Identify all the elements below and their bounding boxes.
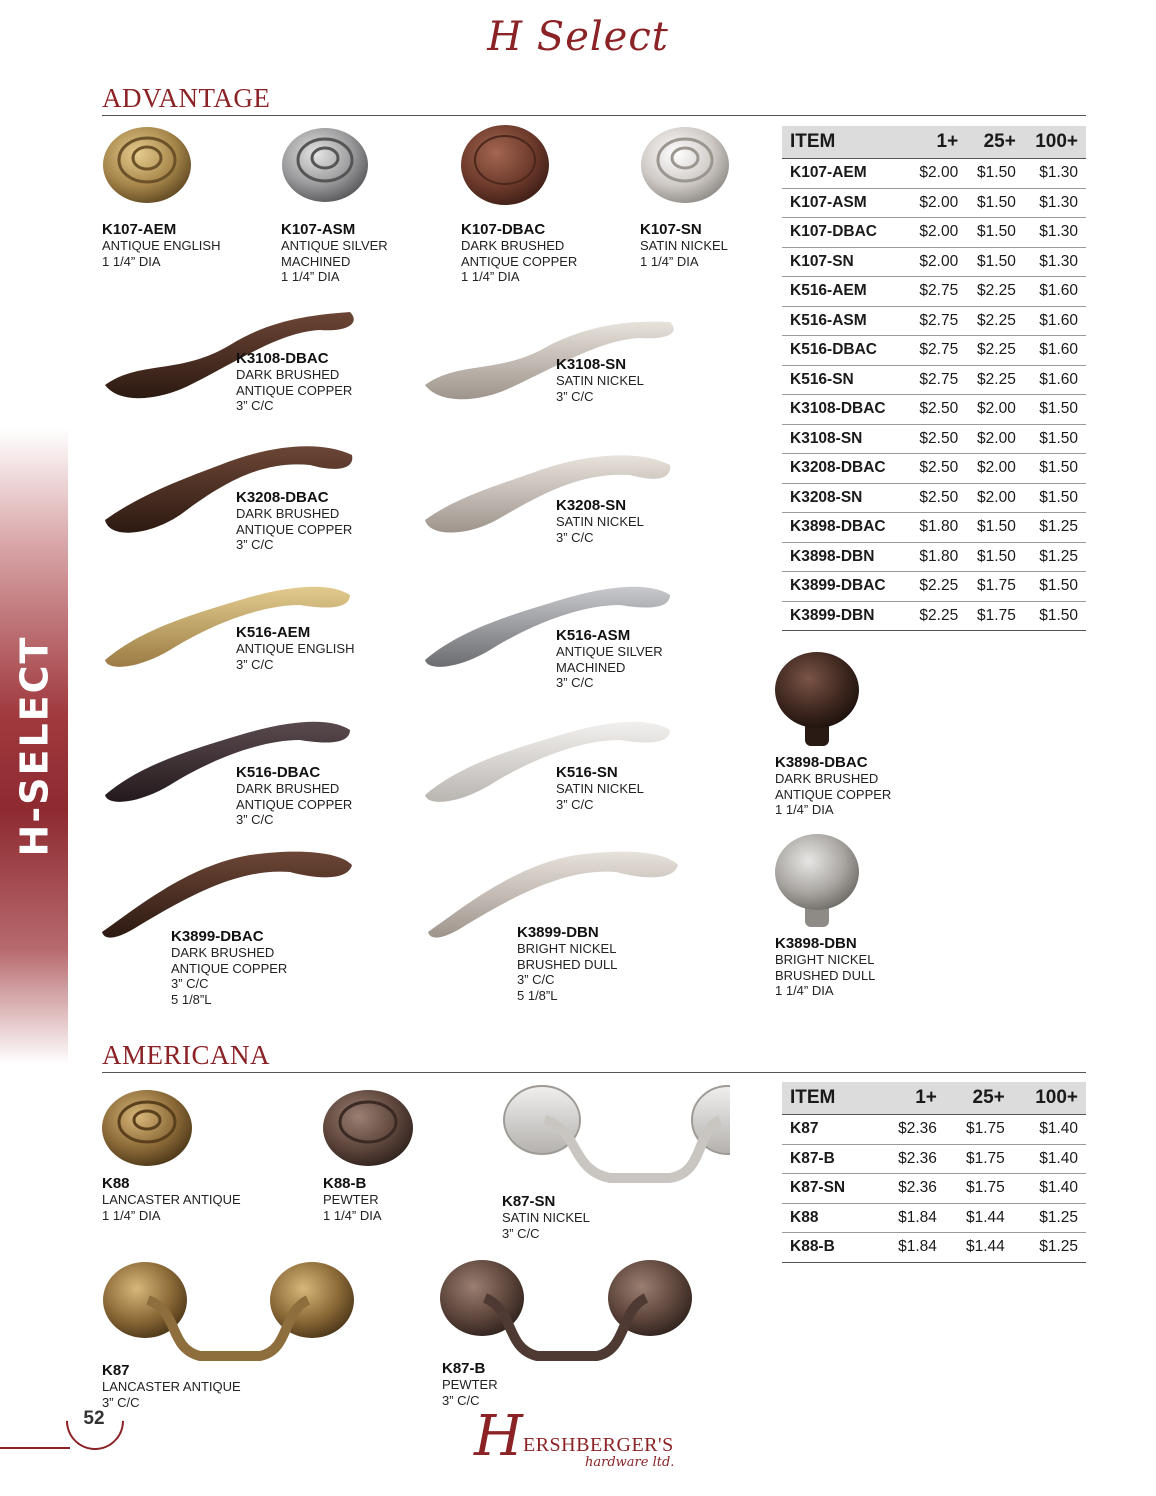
item-cell: K3899-DBAC <box>782 572 909 602</box>
price-cell: $2.50 <box>909 454 967 484</box>
product-caption-k3208-sn <box>556 497 644 545</box>
table-row <box>782 277 1086 307</box>
product-code: K107-DBAC <box>461 221 546 238</box>
product-desc: 3” C/C <box>236 812 274 827</box>
price-cell: $1.30 <box>1024 188 1086 218</box>
table-row <box>782 1115 1086 1145</box>
price-cell: $2.25 <box>966 277 1024 307</box>
col-header-item: ITEM <box>782 126 909 159</box>
col-header-100plus: 100+ <box>1024 126 1086 159</box>
table-row <box>782 454 1086 484</box>
product-desc: BRUSHED DULL <box>517 956 618 972</box>
product-desc: 3” C/C <box>236 537 274 552</box>
price-cell: $1.25 <box>1013 1203 1086 1233</box>
table-header-row <box>782 1082 1086 1115</box>
price-cell: $2.36 <box>877 1144 945 1174</box>
item-cell: K3899-DBN <box>782 601 909 631</box>
price-cell: $1.60 <box>1024 306 1086 336</box>
price-cell: $1.60 <box>1024 277 1086 307</box>
product-code: K3899-DBN <box>517 924 599 941</box>
advantage-price-table <box>782 126 1086 631</box>
item-cell: K87-SN <box>782 1174 877 1204</box>
product-code: K3108-DBAC <box>236 350 329 367</box>
price-cell: $1.60 <box>1024 365 1086 395</box>
product-desc: MACHINED <box>556 659 626 675</box>
product-desc: ANTIQUE COPPER <box>236 521 353 537</box>
product-code: K3208-DBAC <box>236 489 329 506</box>
product-desc: ANTIQUE COPPER <box>236 796 353 812</box>
knob-k3898-dbac-shape <box>775 652 859 746</box>
product-desc: ANTIQUE COPPER <box>775 786 892 802</box>
logo-monogram: H <box>474 1404 523 1469</box>
table-row <box>782 424 1086 454</box>
price-cell: $1.50 <box>1024 395 1086 425</box>
section-title-advantage: ADVANTAGE <box>102 83 271 113</box>
product-code: K516-AEM <box>236 624 311 641</box>
price-cell: $1.80 <box>909 542 967 572</box>
product-desc: MACHINED <box>281 253 351 269</box>
item-cell: K3108-DBAC <box>782 395 909 425</box>
price-cell: $1.84 <box>877 1203 945 1233</box>
price-cell: $2.25 <box>909 572 967 602</box>
product-caption-k3898-dbn <box>775 935 875 999</box>
price-cell: $2.00 <box>966 424 1024 454</box>
item-cell: K107-DBAC <box>782 218 909 248</box>
price-cell: $1.44 <box>945 1203 1013 1233</box>
knob-k107-sn <box>641 127 729 203</box>
section-title-americana: AMERICANA <box>102 1040 271 1070</box>
table-row <box>782 395 1086 425</box>
product-caption-k3899-dbac <box>171 928 287 1007</box>
product-desc: SATIN NICKEL <box>556 373 644 388</box>
item-cell: K3898-DBAC <box>782 513 909 543</box>
price-cell: $1.75 <box>966 601 1024 631</box>
table-header-row <box>782 126 1086 159</box>
price-cell: $2.50 <box>909 483 967 513</box>
product-desc: 3” C/C <box>556 388 594 404</box>
product-desc: 3” C/C <box>556 796 594 812</box>
logo-subtitle: hardware ltd. <box>585 1455 675 1470</box>
product-code: K107-AEM <box>102 221 177 238</box>
product-desc: 3” C/C <box>442 1392 480 1408</box>
product-desc: LANCASTER ANTIQUE <box>102 1192 241 1207</box>
product-desc: 1 1/4” DIA <box>775 802 834 817</box>
pull-k87-sn <box>504 1086 730 1178</box>
knob-k88-b <box>323 1090 413 1166</box>
product-code: K87 <box>102 1362 130 1379</box>
price-cell: $1.30 <box>1024 218 1086 248</box>
price-cell: $1.50 <box>1024 424 1086 454</box>
table-row <box>782 336 1086 366</box>
product-caption-k516-dbac <box>236 764 352 828</box>
product-caption-k87-b <box>442 1360 498 1408</box>
item-cell: K107-SN <box>782 247 909 277</box>
price-cell: $2.36 <box>877 1174 945 1204</box>
item-cell: K87 <box>782 1115 877 1145</box>
knob-k88 <box>102 1090 192 1166</box>
table-row <box>782 572 1086 602</box>
item-cell: K3208-SN <box>782 483 909 513</box>
table-row <box>782 601 1086 631</box>
product-desc: 5 1/8”L <box>171 991 212 1007</box>
price-cell: $2.75 <box>909 365 967 395</box>
product-desc: BRIGHT NICKEL <box>775 952 875 967</box>
product-code: K3898-DBAC <box>775 754 868 771</box>
table-row <box>782 542 1086 572</box>
knob-k3898-dbn-shape <box>775 834 859 927</box>
product-desc: 3” C/C <box>556 675 594 690</box>
product-caption-k3899-dbn <box>517 924 617 1003</box>
americana-price-table <box>782 1082 1086 1263</box>
product-caption-k3108-sn <box>556 356 644 404</box>
product-desc: ANTIQUE COPPER <box>236 382 353 398</box>
price-cell: $2.50 <box>909 424 967 454</box>
product-desc: DARK BRUSHED <box>236 781 340 796</box>
product-desc: DARK BRUSHED <box>171 945 275 960</box>
price-cell: $1.50 <box>966 188 1024 218</box>
price-cell: $1.75 <box>945 1174 1013 1204</box>
item-cell: K88-B <box>782 1233 877 1263</box>
price-cell: $1.50 <box>966 513 1024 543</box>
price-cell: $1.84 <box>877 1233 945 1263</box>
product-code: K107-ASM <box>281 221 356 238</box>
col-header-1plus: 1+ <box>877 1082 945 1115</box>
product-desc: 3” C/C <box>102 1394 140 1410</box>
product-caption-k516-aem <box>236 624 354 672</box>
table-row <box>782 247 1086 277</box>
product-desc: 3” C/C <box>517 972 555 987</box>
table-row <box>782 483 1086 513</box>
product-code: K516-DBAC <box>236 764 321 781</box>
item-cell: K3898-DBN <box>782 542 909 572</box>
table-row <box>782 513 1086 543</box>
knob-k107-dbac <box>461 125 549 205</box>
product-desc: DARK BRUSHED <box>775 771 879 786</box>
item-cell: K516-SN <box>782 365 909 395</box>
price-cell: $2.36 <box>877 1115 945 1145</box>
product-caption-k107-dbac <box>461 221 577 285</box>
product-caption-k107-asm <box>281 221 388 285</box>
table-row <box>782 159 1086 189</box>
price-cell: $1.25 <box>1013 1233 1086 1263</box>
price-cell: $1.50 <box>966 247 1024 277</box>
price-cell: $1.75 <box>966 572 1024 602</box>
table-row <box>782 365 1086 395</box>
product-desc: ANTIQUE COPPER <box>461 253 578 269</box>
logo-wordmark: ERSHBERGER'S <box>523 1434 674 1456</box>
price-cell: $2.75 <box>909 336 967 366</box>
price-cell: $1.25 <box>1024 542 1086 572</box>
product-caption-k3208-dbac <box>236 489 352 553</box>
price-cell: $1.25 <box>1024 513 1086 543</box>
product-desc: DARK BRUSHED <box>461 238 565 253</box>
price-cell: $1.75 <box>945 1144 1013 1174</box>
product-desc: ANTIQUE SILVER <box>281 238 388 253</box>
product-caption-k3898-dbac <box>775 754 891 818</box>
price-cell: $1.30 <box>1024 247 1086 277</box>
item-cell: K107-ASM <box>782 188 909 218</box>
product-desc: LANCASTER ANTIQUE <box>102 1379 241 1394</box>
price-cell: $1.30 <box>1024 159 1086 189</box>
product-code: K87-B <box>442 1360 486 1377</box>
table-row <box>782 1233 1086 1263</box>
product-caption-k107-sn <box>640 221 728 269</box>
page-number: 52 <box>83 1408 105 1429</box>
price-cell: $2.25 <box>966 365 1024 395</box>
product-desc: 1 1/4” DIA <box>281 269 340 284</box>
product-desc: SATIN NICKEL <box>556 514 644 529</box>
table-row <box>782 1174 1086 1204</box>
pull-k87-b <box>440 1260 692 1356</box>
side-tab-label: H-SELECT <box>12 635 57 857</box>
price-cell: $1.40 <box>1013 1144 1086 1174</box>
product-caption-k516-sn <box>556 764 644 812</box>
price-cell: $1.40 <box>1013 1174 1086 1204</box>
product-desc: 5 1/8”L <box>517 987 558 1003</box>
price-cell: $2.25 <box>909 601 967 631</box>
price-cell: $1.75 <box>945 1115 1013 1145</box>
item-cell: K88 <box>782 1203 877 1233</box>
product-code: K88-B <box>323 1175 367 1192</box>
price-cell: $2.00 <box>966 395 1024 425</box>
product-caption-k107-aem <box>102 221 220 269</box>
col-header-item: ITEM <box>782 1082 877 1115</box>
product-caption-k516-asm <box>556 627 663 691</box>
product-code: K3898-DBN <box>775 935 857 952</box>
price-cell: $2.25 <box>966 336 1024 366</box>
product-caption-k88 <box>102 1175 241 1223</box>
product-desc: 1 1/4” DIA <box>102 1207 161 1223</box>
item-cell: K107-AEM <box>782 159 909 189</box>
price-cell: $2.75 <box>909 306 967 336</box>
product-desc: PEWTER <box>442 1377 498 1392</box>
product-desc: 1 1/4” DIA <box>102 253 161 269</box>
product-desc: 1 1/4” DIA <box>775 983 834 998</box>
product-desc: 1 1/4” DIA <box>640 253 699 269</box>
product-code: K3108-SN <box>556 356 627 373</box>
item-cell: K87-B <box>782 1144 877 1174</box>
product-caption-k87 <box>102 1362 241 1410</box>
product-desc: SATIN NICKEL <box>640 238 728 253</box>
price-cell: $1.50 <box>1024 454 1086 484</box>
table-row <box>782 188 1086 218</box>
col-header-100plus: 100+ <box>1013 1082 1086 1115</box>
price-cell: $2.00 <box>909 159 967 189</box>
product-desc: SATIN NICKEL <box>556 781 644 796</box>
product-desc: ANTIQUE SILVER <box>556 644 663 659</box>
table-row <box>782 218 1086 248</box>
product-desc: ANTIQUE ENGLISH <box>102 238 221 253</box>
product-desc: 3” C/C <box>171 976 209 991</box>
price-cell: $1.50 <box>966 542 1024 572</box>
product-desc: BRUSHED DULL <box>775 967 876 983</box>
product-desc: ANTIQUE ENGLISH <box>236 641 355 656</box>
price-cell: $1.50 <box>1024 572 1086 602</box>
product-desc: 3” C/C <box>236 656 274 672</box>
product-desc: 1 1/4” DIA <box>323 1207 382 1223</box>
price-cell: $1.50 <box>966 159 1024 189</box>
product-code: K516-ASM <box>556 627 631 644</box>
product-desc: PEWTER <box>323 1192 379 1207</box>
product-desc: 1 1/4” DIA <box>461 269 520 284</box>
section-divider <box>102 115 1086 116</box>
product-desc: 3” C/C <box>236 398 274 413</box>
price-cell: $2.00 <box>966 454 1024 484</box>
price-cell: $2.00 <box>909 247 967 277</box>
knob-k107-asm <box>282 128 368 202</box>
product-desc: DARK BRUSHED <box>236 506 340 521</box>
product-desc: DARK BRUSHED <box>236 367 340 382</box>
product-code: K516-SN <box>556 764 618 781</box>
item-cell: K3208-DBAC <box>782 454 909 484</box>
price-cell: $2.00 <box>909 218 967 248</box>
price-cell: $1.50 <box>1024 483 1086 513</box>
price-cell: $2.00 <box>966 483 1024 513</box>
col-header-25plus: 25+ <box>945 1082 1013 1115</box>
pull-k87 <box>103 1262 354 1356</box>
product-code: K3899-DBAC <box>171 928 264 945</box>
item-cell: K516-AEM <box>782 277 909 307</box>
product-desc: ANTIQUE COPPER <box>171 960 288 976</box>
product-caption-k87-sn <box>502 1193 590 1241</box>
item-cell: K516-ASM <box>782 306 909 336</box>
col-header-25plus: 25+ <box>966 126 1024 159</box>
page-number-rule <box>0 1447 70 1449</box>
price-cell: $2.75 <box>909 277 967 307</box>
product-desc: SATIN NICKEL <box>502 1210 590 1225</box>
col-header-1plus: 1+ <box>909 126 967 159</box>
product-code: K107-SN <box>640 221 702 238</box>
price-cell: $1.60 <box>1024 336 1086 366</box>
table-row <box>782 1144 1086 1174</box>
price-cell: $1.50 <box>1024 601 1086 631</box>
americana-price-rows <box>782 1115 1086 1263</box>
product-caption-k3108-dbac <box>236 350 352 414</box>
pull-k3899-dbac <box>102 852 352 938</box>
page-title: H Select <box>487 14 669 60</box>
price-cell: $1.44 <box>945 1233 1013 1263</box>
product-desc: 3” C/C <box>556 529 594 545</box>
side-tab <box>0 428 68 1064</box>
product-desc: BRIGHT NICKEL <box>517 941 617 956</box>
price-cell: $1.80 <box>909 513 967 543</box>
item-cell: K3108-SN <box>782 424 909 454</box>
product-code: K87-SN <box>502 1193 556 1210</box>
price-cell: $1.40 <box>1013 1115 1086 1145</box>
section-divider <box>102 1072 1086 1073</box>
price-cell: $1.50 <box>966 218 1024 248</box>
table-row <box>782 1203 1086 1233</box>
advantage-price-rows <box>782 159 1086 631</box>
product-caption-k88-b <box>323 1175 382 1223</box>
product-code: K3208-SN <box>556 497 627 514</box>
product-code: K88 <box>102 1175 130 1192</box>
product-desc: 3” C/C <box>502 1225 540 1241</box>
table-row <box>782 306 1086 336</box>
price-cell: $2.00 <box>909 188 967 218</box>
price-cell: $2.50 <box>909 395 967 425</box>
item-cell: K516-DBAC <box>782 336 909 366</box>
knob-k107-aem <box>103 127 191 203</box>
price-cell: $2.25 <box>966 306 1024 336</box>
